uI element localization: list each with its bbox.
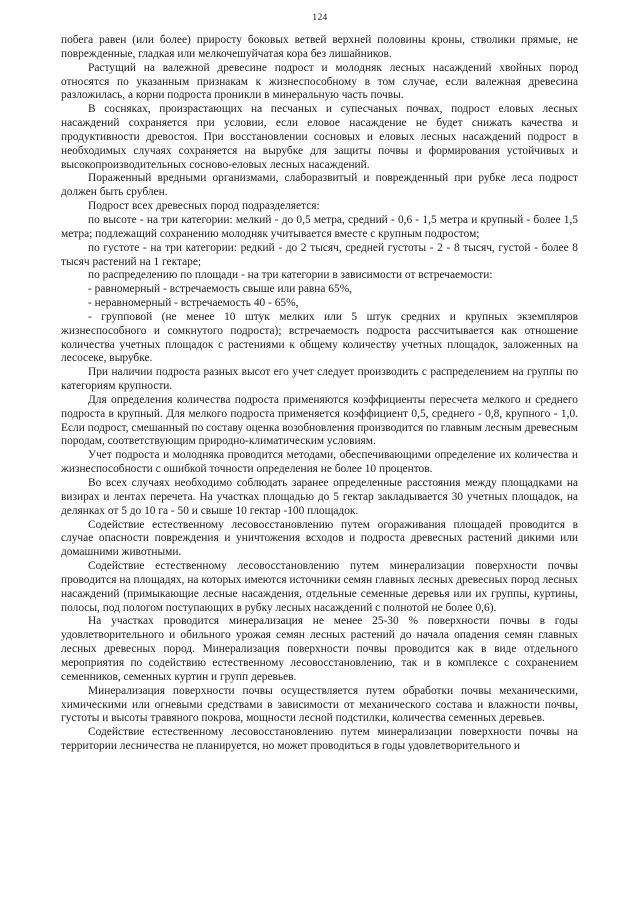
list-item: - групповой (не менее 10 штук мелких или 5 штук средних и крупных экземпляров жизнеспособного и сомкнутого подроста); встречаемость подроста рассчитывается как отношение количества учетных площадок с растениями к общему количеству учетных площадок, заложенных на лесосеке, вырубке. [61, 310, 578, 365]
page-number: 124 [312, 13, 328, 23]
paragraph: На участках проводится минерализация не менее 25-30 % поверхности почвы в годы удовлетворительного и обильного урожая семян лесных растений до начала опадения семян главных лесных древесных пород. Минерализация поверхности почвы проводится как в виде отдельного мероприятия по содействию естественному лесовосстановлению, так и в комплексе с сохранением семенников, семенных куртин и групп деревьев. [61, 615, 578, 683]
paragraph: Содействие естественному лесовосстановлению путем минерализации поверхности почвы проводится на площадях, на которых имеются источники семян главных лесных древесных пород лесных насаждений (примыкающие лесные насаждения, отдельные семенные деревья или их группы, куртины, полосы, под пологом поступающих в рубку лесных насаждений с полнотой не более 0,6). [61, 560, 578, 614]
paragraph: побега равен (или более) приросту боковых ветвей верхней половины кроны, стволики прямые, не поврежденные, гладкая или мелкочешуйчатая кора без лишайников. [61, 34, 578, 60]
paragraph: Пораженный вредными организмами, слаборазвитый и поврежденный при рубке леса подрост должен быть срублен. [61, 172, 578, 199]
paragraph: по распределению по площади - на три категории в зависимости от встречаемости: [88, 269, 493, 282]
list-item: - равномерный - встречаемость свыше или равна 65%, [88, 283, 353, 296]
paragraph: Учет подроста и молодняка проводится методами, обеспечивающими определение их количества и жизнеспособности с ошибкой точности определения не более 10 процентов. [61, 449, 578, 476]
paragraph: Содействие естественному лесовосстановлению путем минерализации поверхности почвы на территории лесничества не планируется, но может проводиться в годы удовлетворительного и [61, 726, 578, 753]
paragraph: Минерализация поверхности почвы осуществляется путем обработки почвы механическими, химическими или огневыми средствами в зависимости от механического состава и влажности почвы, густоты и высоты травяного покрова, мощности лесной подстилки, количества семенных деревьев. [61, 684, 578, 725]
paragraph: по густоте - на три категории: редкий - до 2 тысяч, средней густоты - 2 - 8 тысяч, густой - более 8 тысяч растений на 1 гектаре; [61, 241, 578, 268]
paragraph: Во всех случаях необходимо соблюдать заранее определенные расстояния между площадками на визирах и лентах перечета. На участках площадью до 5 гектар закладывается 30 учетных площадок, на делянках от 5 до 10 га - 50 и свыше 10 гектар -100 площадок. [61, 477, 578, 517]
paragraph: по высоте - на три категории: мелкий - до 0,5 метра, средний - 0,6 - 1,5 метра и крупный - более 1,5 метра; подлежащий сохранению молодняк учитывается вместе с крупным подростом; [61, 213, 578, 240]
paragraph: Содействие естественному лесовосстановлению путем огораживания площадей проводится в случае опасности повреждения и уничтожения всходов и подроста древесных растений дикими или домашними животными. [61, 518, 578, 559]
body-text [61, 34, 578, 754]
paragraph: Подрост всех древесных пород подразделяется: [88, 200, 320, 213]
list-item: - неравномерный - встречаемость 40 - 65%, [88, 297, 299, 310]
paragraph: В сосняках, произрастающих на песчаных и супесчаных почвах, подрост еловых лесных насаждений сохраняется при условии, если еловое насаждение не будет снижать качества и продуктивности древостоя. При восстановлении сосновых и еловых лесных насаждений подрост в необходимых случаях сохраняется на вырубке для защиты почвы и формирования устойчивых и высокопроизводительных сосново-еловых лесных насаждений. [61, 103, 578, 171]
paragraph: Для определения количества подроста применяются коэффициенты пересчета мелкого и среднего подроста в крупный. Для мелкого подроста применяется коэффициент 0,5, среднего - 0,8, крупного - 1,0. Если подрост, смешанный по составу оценка возобновления производится по главным лесным древесным породам, соответствующим природно-климатическим условиям. [61, 393, 578, 448]
paragraph: Растущий на валежной древесине подрост и молодняк лесных насаждений хвойных пород относятся по указанным признакам к жизнеспособному в том случае, если валежная древесина разложилась, а корни подроста проникли в минеральную часть почвы. [61, 61, 578, 102]
paragraph: При наличии подроста разных высот его учет следует производить с распределением на группы по категориям крупности. [61, 366, 578, 393]
